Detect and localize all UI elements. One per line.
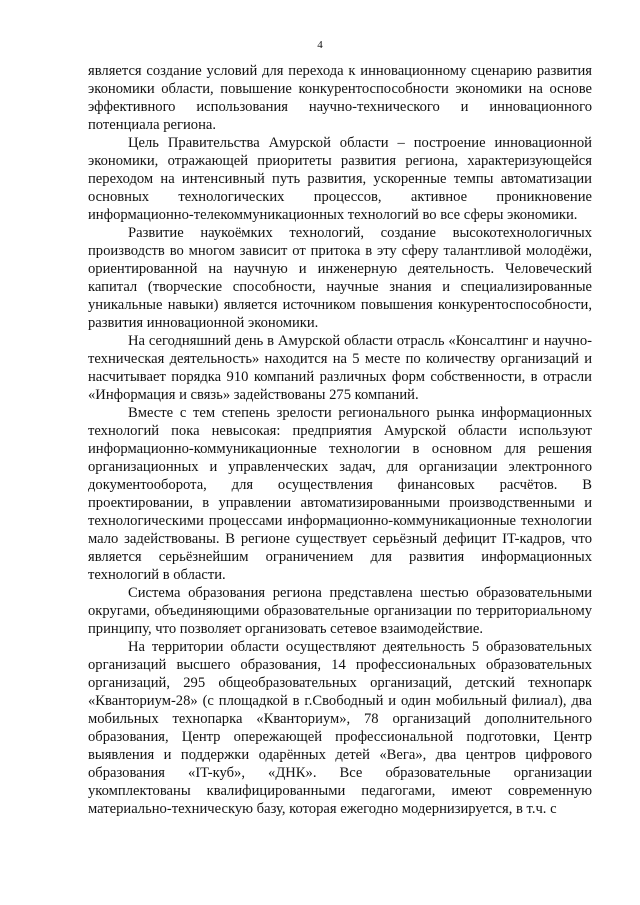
paragraph-educational-organizations: На территории области осуществляют деятельность 5 образовательных организаций высшего образования, 14 профессиональных образовательных организаций, 295 общеобразовательных организаций, детский технопарк «Кванториум-28» (с площадкой в г.Свободный и один мобильный филиал), два мобильных технопарка «Кванториум», 78 организаций дополнительного образования, Центр опережающей профессиональной подготовки, Центр выявления и поддержки одарённых детей «Вега», два центров цифрового образования «IT-куб», «ДНК». Все образовательные организации укомплектованы квалифицированными педагогами, имеют современную материально-техническую базу, которая ежегодно модернизируется, в т.ч. с <box>88 639 592 817</box>
body-text <box>88 62 592 818</box>
paragraph-it-market-maturity: Вместе с тем степень зрелости регионального рынка информационных технологий пока невысокая: предприятия Амурской области используют информационно-коммуникационные технологии в основном для решения организационных и управленческих задач, для организации электронного документооборота, для осуществления финансовых расчётов. В проектировании, в управлении автоматизированными производственными и технологическими процессами информационно-коммуникационные технологии мало задействованы. В регионе существует серьёзный дефицит IT-кадров, что является серьёзнейшим ограничением для развития информационных технологий в области. <box>88 405 592 583</box>
paragraph-education-system: Система образования региона представлена шестью образовательными округами, объединяющими образовательные организации по территориальному принципу, что позволяет организовать сетевое взаимодействие. <box>88 585 592 637</box>
paragraph-continuation: является создание условий для перехода к инновационному сценарию развития экономики области, повышение конкурентоспособности экономики на основе эффективного использования научно-технического и инновационного потенциала региона. <box>88 63 592 133</box>
paragraph-consulting-industry: На сегодняшний день в Амурской области отрасль «Консалтинг и научно-техническая деятельность» находится на 5 месте по количеству организаций и насчитывает порядка 910 компаний различных форм собственности, в отрасли «Информация и связь» задействованы 275 компаний. <box>88 333 592 403</box>
paragraph-science-technologies: Развитие наукоёмких технологий, создание высокотехнологичных производств во многом зависит от притока в эту сферу талантливой молодёжи, ориентированной на научную и инженерную деятельность. Человеческий капитал (творческие способности, научные знания и специализированные уникальные навыки) является источником повышения конкурентоспособности, развития инновационной экономики. <box>88 225 592 331</box>
paragraph-government-goal: Цель Правительства Амурской области – построение инновационной экономики, отражающей приоритеты развития региона, характеризующейся переходом на интенсивный путь развития, ускоренные темпы автоматизации основных технологических процессов, активное проникновение информационно-телекоммуникационных технологий во все сферы экономики. <box>88 135 592 223</box>
page-number: 4 <box>317 39 323 51</box>
